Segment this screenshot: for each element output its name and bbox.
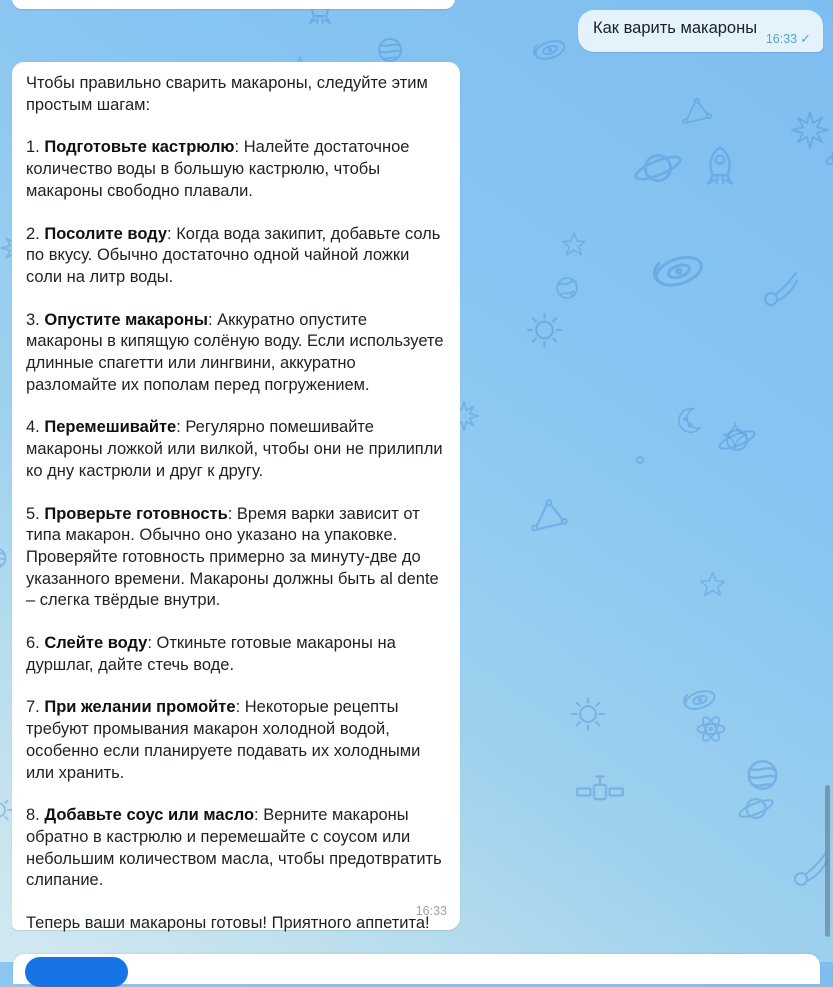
chat-scrollbar-thumb[interactable] (825, 785, 830, 937)
message-paragraph: Чтобы правильно сварить макароны, следуйте этим простым шагам: (26, 74, 428, 114)
message-paragraph: 1. Подготовьте кастрюлю: Налейте достаточное количество воды в большую кастрюлю, чтобы макароны свободно плавали. (26, 138, 410, 200)
outgoing-message-time: 16:33 (765, 32, 798, 46)
previous-message-bubble-cut (12, 0, 455, 9)
message-paragraph: 7. При желании промойте: Некоторые рецепты требуют промывания макарон холодной водой, особенно если планируете подавать их холодными или хранить. (26, 698, 421, 782)
message-paragraph: 6. Слейте воду: Откиньте готовые макароны на дуршлаг, дайте стечь воде. (26, 634, 396, 674)
message-paragraph: 3. Опустите макароны: Аккуратно опустите макароны в кипящую солёную воду. Если используете длинные спагетти или лингвини, аккуратно разломайте их пополам перед погружением. (26, 310, 444, 394)
message-paragraph: 4. Перемешивайте: Регулярно помешивайте макароны ложкой или вилкой, чтобы они не прилипли ко дну кастрюли и друг к другу. (26, 418, 443, 480)
bottom-keyboard-panel (13, 954, 820, 984)
message-paragraph: 5. Проверьте готовность: Время варки зависит от типа макарон. Обычно оно указано на упаковке. Проверяйте готовность примерно за минуту-две до указанного времени. Макароны должны быть al dente – слегка твёрдые внутри. (26, 504, 439, 610)
message-paragraph: 8. Добавьте соус или масло: Верните макароны обратно в кастрюлю и перемешайте с соусом или небольшим количеством масла, чтобы предотвратить слипание. (26, 806, 442, 890)
message-paragraph: 2. Посолите воду: Когда вода закипит, добавьте соль по вкусу. Обычно достаточно одной чайной ложки соли на литр воды. (26, 224, 441, 286)
incoming-message-time: 16:33 (415, 904, 447, 919)
outgoing-message-bubble[interactable] (578, 10, 823, 52)
outgoing-message-meta (766, 31, 811, 47)
message-paragraph: Теперь ваши макароны готовы! Приятного аппетита! (26, 914, 430, 933)
check-sent-icon: ✓ (800, 31, 811, 46)
outgoing-message-text: Как варить макароны (593, 19, 758, 37)
incoming-message-bubble[interactable] (12, 62, 460, 933)
